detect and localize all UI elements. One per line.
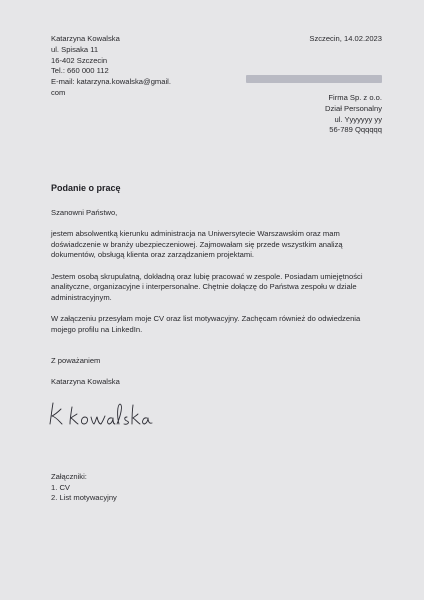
body-paragraph: jestem absolwentką kierunku administracja na Uniwersytecie Warszawskim oraz mam doświadczenie w branży ubezpieczeniowej. Zajmowałam się przede wszystkim analizą dokumentów, obsługą klienta oraz zarządzaniem projektami.	[51, 229, 343, 260]
greeting: Szanowni Państwo,	[51, 208, 118, 217]
recipient-company: Firma Sp. z o.o.	[328, 93, 382, 102]
closing-block	[51, 356, 120, 388]
handwritten-signature	[45, 393, 165, 433]
sender-block	[51, 34, 201, 99]
letter-body	[51, 208, 386, 346]
recipient-street: ul. Yyyyyyy yy	[334, 114, 382, 124]
sender-email-line2: com	[51, 87, 66, 97]
sender-name: Katarzyna Kowalska	[51, 34, 120, 43]
redaction-bar	[246, 75, 382, 83]
closing-salutation: Z poważaniem	[51, 356, 101, 365]
attachments-heading: Załączniki:	[51, 472, 87, 481]
attachment-item: 1. CV	[51, 482, 70, 492]
letter-date: Szczecin, 14.02.2023	[309, 34, 382, 43]
recipient-department: Dział Personalny	[325, 103, 382, 113]
body-paragraph: Jestem osobą skrupulatną, dokładną oraz lubię pracować w zespole. Posiadam umiejętności analityczne, organizacyjne i interpersonalne. Chętnie dołączę do Państwa zespołu w dziale administracyjnym.	[51, 271, 363, 302]
sender-email-line1: E-mail: katarzyna.kowalska@gmail.	[51, 77, 171, 87]
sender-street: ul. Spisaka 11	[51, 44, 99, 54]
body-paragraph: W załączeniu przesyłam moje CV oraz list motywacyjny. Zachęcam również do odwiedzenia mojego profilu na LinkedIn.	[51, 313, 361, 334]
sender-city: 16-402 Szczecin	[51, 55, 108, 65]
letter-subject: Podanie o pracę	[51, 183, 121, 193]
closing-name: Katarzyna Kowalska	[51, 377, 120, 387]
recipient-block	[325, 93, 382, 136]
attachments-block	[51, 472, 117, 504]
sender-phone: Tel.: 660 000 112	[51, 66, 109, 76]
attachment-item: 2. List motywacyjny	[51, 493, 117, 503]
recipient-city: 56-789 Qqqqqq	[329, 125, 382, 135]
